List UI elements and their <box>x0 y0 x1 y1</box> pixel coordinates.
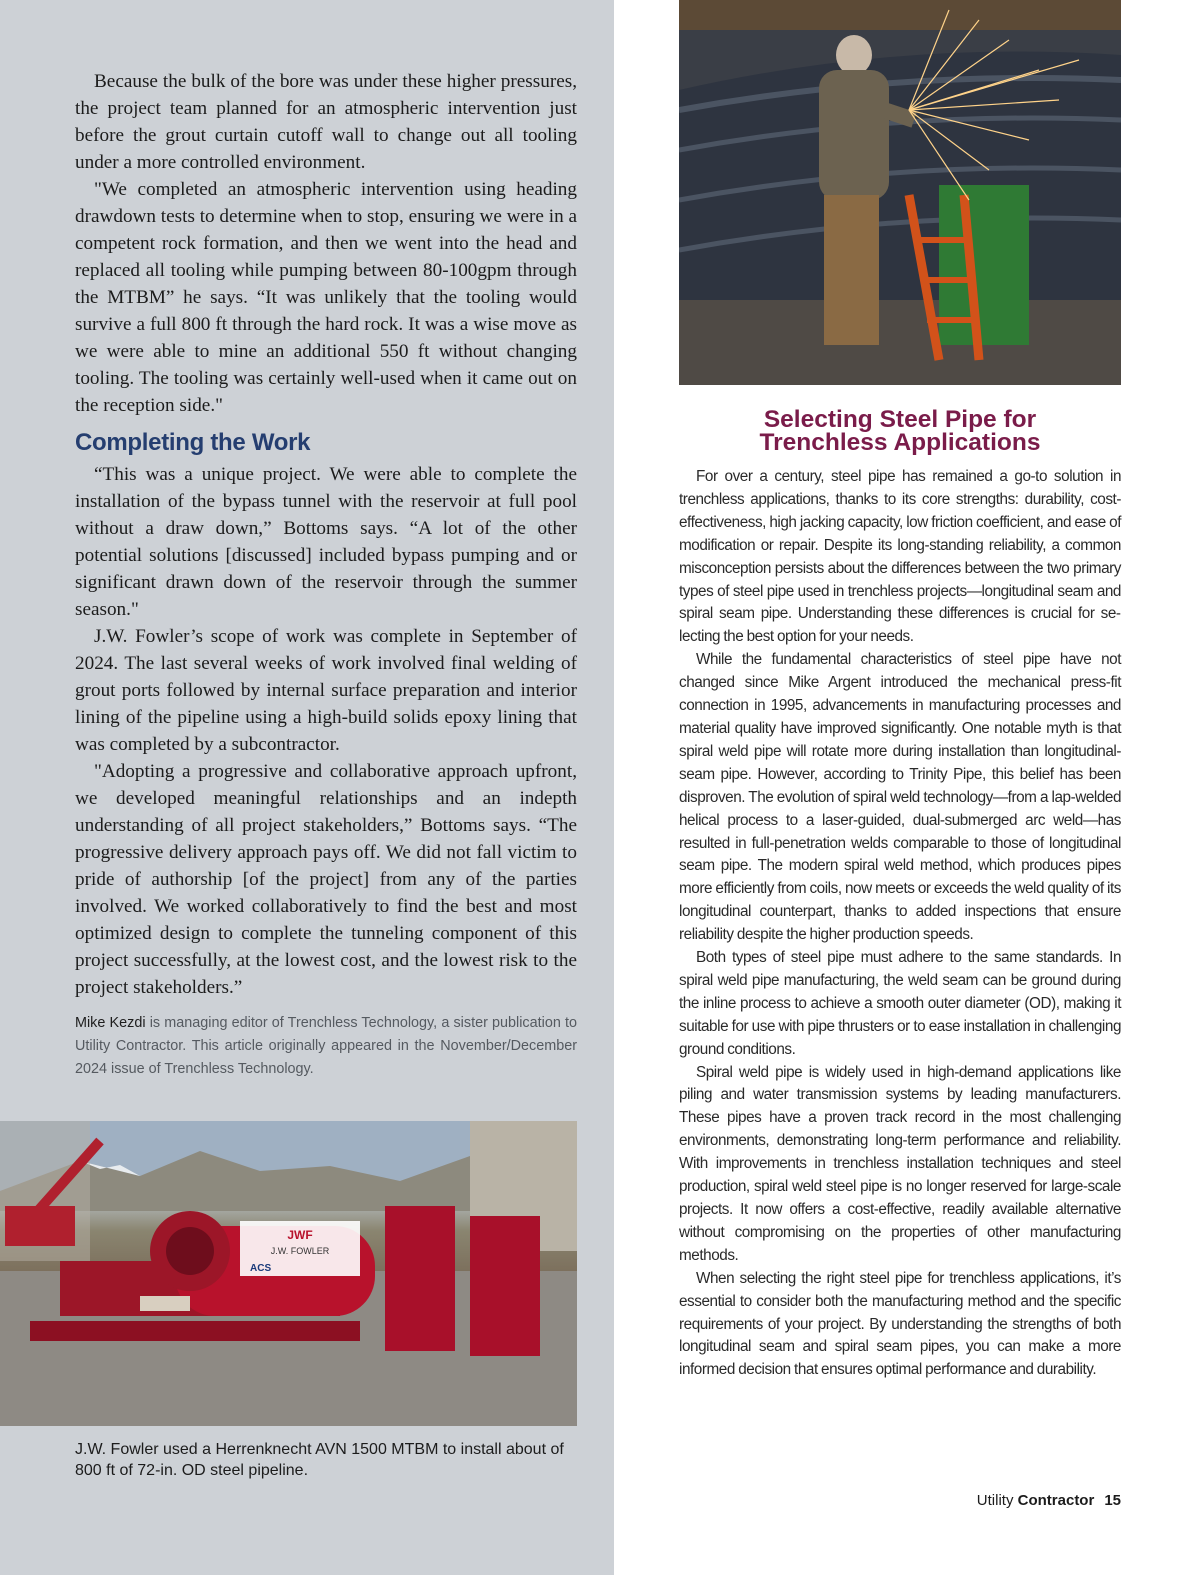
paragraph: While the fundamental characteristics of steel pipe have not changed since Mike Argent introduced the mechanical press-fit connection in 1995, advancements in manufacturing processes and material quality have improved significantly. One notable myth is that spiral weld pipe will rotate more during installation than longitudinal-seam pipe. However, according to Trinity Pipe, this belief has been disproven. The evolution of spiral weld technology—from a lap-welded helical process to a laser-guided, dual-submerged arc weld—has resulted in full-penetration welds comparable to those of longitudinal seam pipe. The modern spiral weld method, which produces pipes more efficiently from coils, now meets or exceeds the weld quality of its longitudinal counterpart, thanks to added inspections that ensure reliability despite the higher production speeds. <box>679 651 1121 944</box>
paragraph: “This was a unique project. We were able to complete the installation of the bypass tunnel with the reservoir at full pool without a draw down,” Bottoms says. “A lot of the other potential solutions [discussed] included bypass pumping and or significant drawn down of the reservoir through the summer season." <box>75 464 577 620</box>
paragraph: Both types of steel pipe must adhere to the same standards. In spiral weld pipe manufacturing, the weld seam can be ground during the inline process to achieve a smooth outer diameter (OD), making it suitable for use with pipe thrusters or to ease installation in challenging ground conditions. <box>679 949 1121 1058</box>
photo-caption: J.W. Fowler used a Herrenknecht AVN 1500 MTBM to install about of 800 ft of 72-in. OD steel pipeline. <box>75 1441 564 1479</box>
machine-label: JWF <box>287 1228 313 1242</box>
paragraph: When selecting the right steel pipe for trenchless applications, it’s essential to consider both the manufacturing method and the specific requirements of your project. By understanding the strengths of both longitudinal seam and spiral seam pipes, you can make a more informed decision that ensures optimal performance and durability. <box>679 1269 1121 1379</box>
machine-illustration <box>0 1121 577 1426</box>
welder-illustration <box>679 0 1121 385</box>
paragraph: For over a century, steel pipe has remained a go-to solution in trenchless applications, thanks to its core strengths: durability, cost-effectiveness, high jacking capacity, low friction coefficient, and ease of modification or repair. Despite its long-standing reliability, a common misconception persists about the differences between the two primary types of steel pipe used in trenchless projects—longitudinal seam and spiral seam pipe. Understanding these differences is crucial for selecting the best option for your needs. <box>679 468 1121 646</box>
paragraph: Because the bulk of the bore was under these higher pressures, the project team planned for an atmospheric intervention just before the grout curtain cutoff wall to change out all tooling under a more controlled environment. <box>75 71 577 173</box>
machine-label: J.W. FOWLER <box>270 1246 330 1256</box>
author-bio-text: is managing editor of Trenchless Technology, a sister publication to Utility Contractor. This article originally appeared in the November/December 2024 issue of Trenchless Technology. <box>75 1015 577 1077</box>
machine-label: ACS <box>250 1263 272 1274</box>
sidebar-title-line: Selecting Steel Pipe for <box>763 406 1037 433</box>
page-number: 15 <box>1104 1492 1121 1509</box>
section-heading: Completing the Work <box>75 429 311 456</box>
paragraph: Spiral weld pipe is widely used in high-demand applications like piling and water transmission systems by leading manufacturers. These pipes have a proven track record in the most challenging environments, demonstrating long-term performance and reliability. With improvements in trenchless installation techniques and steel production, spiral weld steel pipe is no longer reserved for large-scale projects. It now offers a cost-effective, readily available alternative without compromising on the properties of other manufacturing methods. <box>679 1063 1121 1264</box>
author-name: Mike Kezdi <box>75 1015 146 1031</box>
photo-pipe-welder <box>679 0 1121 385</box>
paragraph: J.W. Fowler’s scope of work was complete in September of 2024. The last several weeks of work involved final welding of grout ports followed by internal surface preparation and interior lining of the pipeline using a high-build solids epoxy lining that was completed by a subcontractor. <box>75 626 577 755</box>
author-bio <box>75 1012 577 1081</box>
paragraph: "Adopting a progressive and collaborative approach upfront, we developed meaningful relationships and an indepth understanding of all project stakeholders,” Bottoms says. “The progressive delivery approach pays off. We did not fall victim to pride of authorship [of the project] from any of the parties involved. We worked collaboratively to find the best and most optimized design to complete the tunneling component of this project successfully, at the lowest cost, and the lowest risk to the project stakeholders.” <box>75 761 577 998</box>
magazine-name-part: Utility <box>976 1492 1018 1509</box>
left-column-article <box>75 68 577 1081</box>
sidebar-title-line: Trenchless Applications <box>759 429 1041 456</box>
paragraph: "We completed an atmospheric intervention using heading drawdown tests to determine when to stop, ensuring we were in a competent rock formation, and then we went into the head and replaced all tooling while pumping between 80-100gpm through the MTBM” he says. “It was unlikely that the tooling would survive a full 800 ft through the hard rock. It was a wise move as we were able to mine an additional 550 ft without changing tooling. The tooling was certainly well-used when it came out on the reception side." <box>75 179 577 416</box>
magazine-name-part: Contractor <box>1017 1492 1095 1509</box>
sidebar-title <box>679 408 1121 454</box>
right-column-article <box>679 466 1121 1382</box>
page-footer <box>977 1492 1121 1509</box>
photo-tunnel-boring-machine <box>0 1121 577 1426</box>
